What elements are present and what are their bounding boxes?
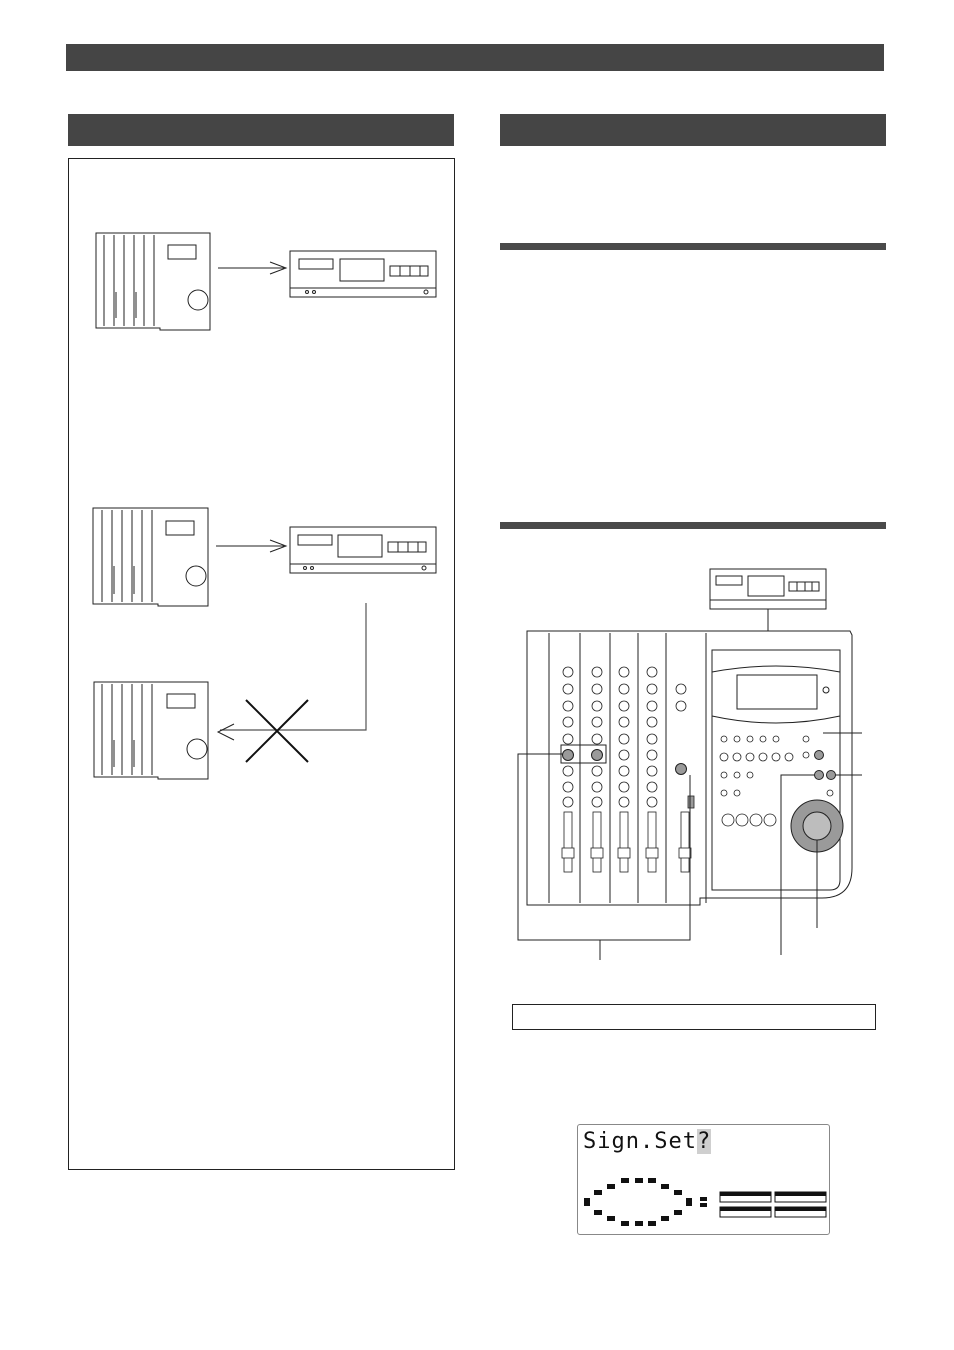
lcd-highlight-char: ? [696, 1129, 712, 1154]
lcd-main-text: Sign.Set [583, 1129, 697, 1154]
